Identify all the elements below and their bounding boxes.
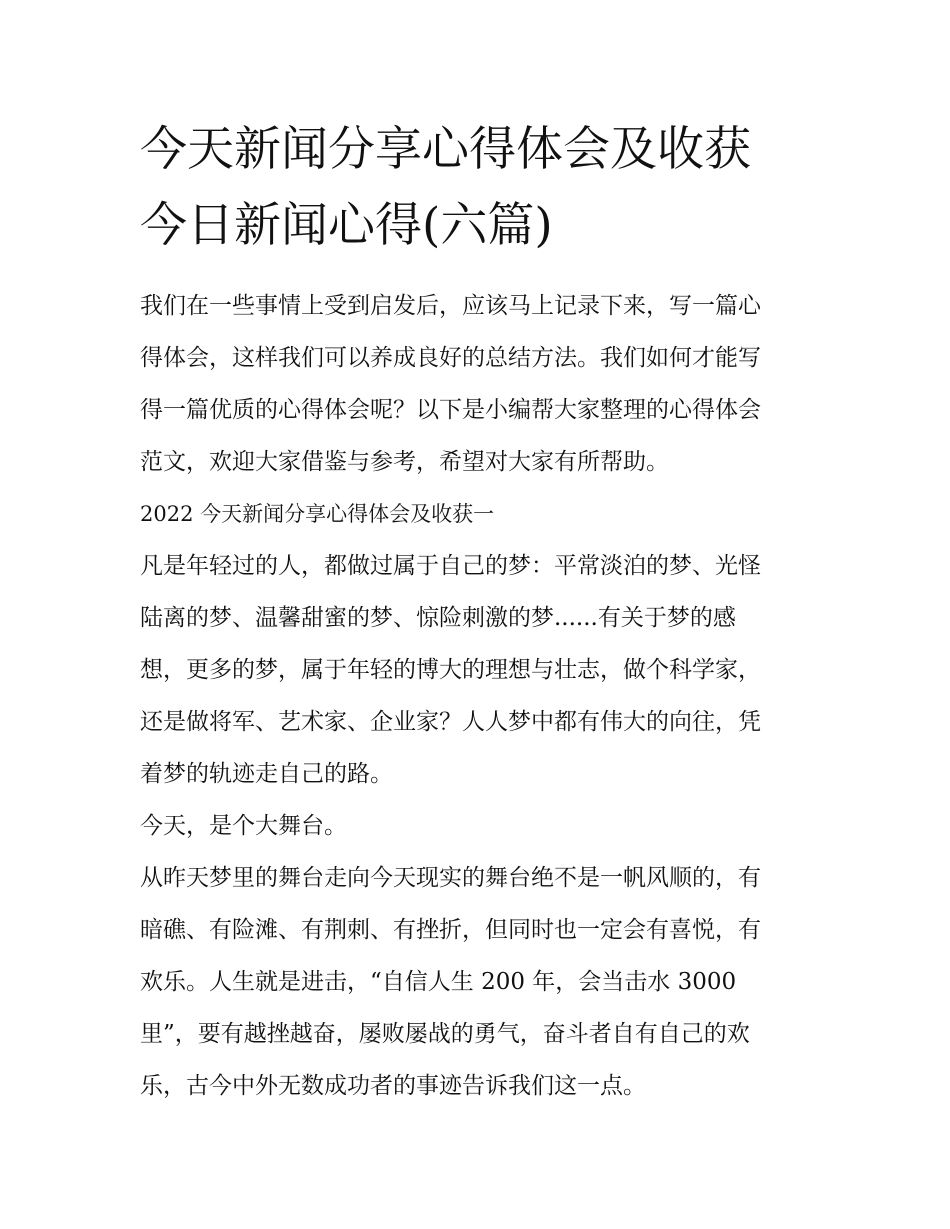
text-line: 陆离的梦、温馨甜蜜的梦、惊险刺激的梦......有关于梦的感 [140,605,736,631]
text-line: 得体会，这样我们可以养成良好的总结方法。我们如何才能写 [140,345,761,371]
text-line: 凡是年轻过的人，都做过属于自己的梦：平常淡泊的梦、光怪 [140,553,761,579]
text-line: 今天，是个大舞台。 [140,813,347,839]
intro-paragraph [140,280,815,488]
document-body [140,112,815,1112]
text-line: 还是做将军、艺术家、企业家？人人梦中都有伟大的向往，凭 [140,709,761,735]
paragraph-stage [140,852,815,1112]
section-heading: 2022 今天新闻分享心得体会及收获一 [140,502,495,526]
title-line: 今天新闻分享心得体会及收获 [140,122,751,177]
text-line: 想，更多的梦，属于年轻的博大的理想与壮志，做个科学家， [140,657,761,683]
paragraph-today [140,800,815,852]
document-title [140,112,815,264]
text-line: 得一篇优质的心得体会呢？以下是小编帮大家整理的心得体会 [140,397,761,423]
text-line: 乐，古今中外无数成功者的事迹告诉我们这一点。 [140,1073,646,1099]
text-line: 我们在一些事情上受到启发后，应该马上记录下来，写一篇心 [140,293,761,319]
text-line: 暗礁、有险滩、有荆刺、有挫折，但同时也一定会有喜悦，有 [140,917,761,943]
text-line: 着梦的轨迹走自己的路。 [140,761,393,787]
text-line: 欢乐。人生就是进击，“自信人生 200 年，会当击水 3000 [140,969,737,995]
text-line: 范文，欢迎大家借鉴与参考，希望对大家有所帮助。 [140,449,669,475]
title-line: 今日新闻心得(六篇) [140,198,553,253]
text-line: 从昨天梦里的舞台走向今天现实的舞台绝不是一帆风顺的，有 [140,865,761,891]
text-line: 里”，要有越挫越奋，屡败屡战的勇气，奋斗者自有自己的欢 [140,1021,750,1047]
paragraph-dreams [140,540,815,800]
